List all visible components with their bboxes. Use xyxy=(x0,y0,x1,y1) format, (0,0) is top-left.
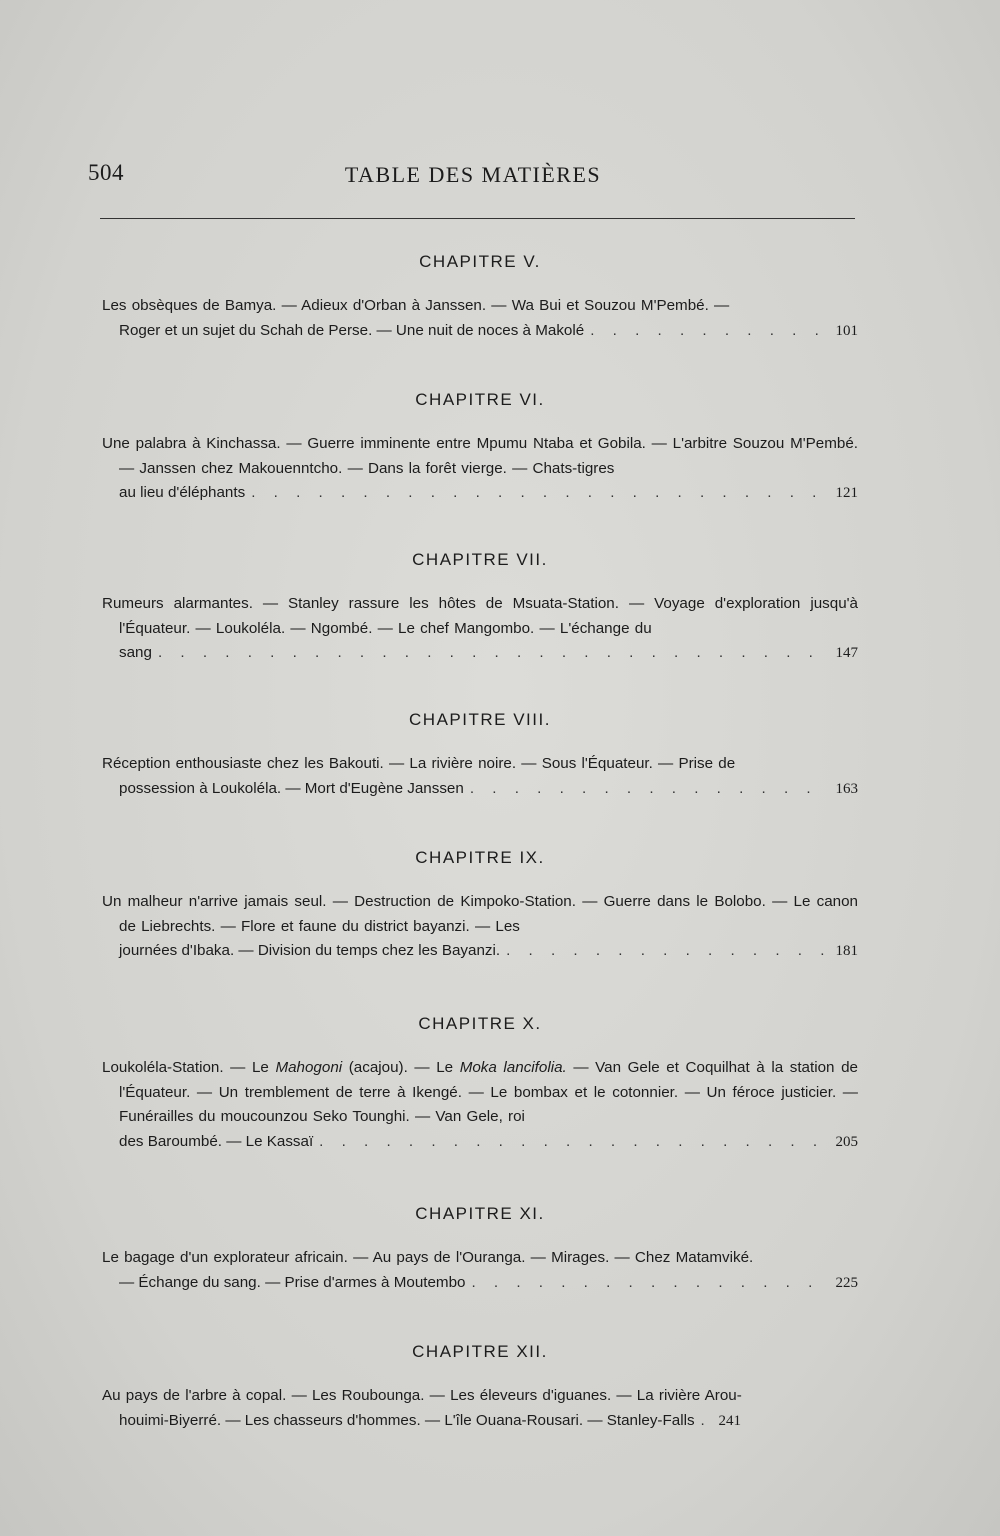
chapter-last-line-text: — Échange du sang. — Prise d'armes à Moutembo xyxy=(119,1273,466,1291)
chapter-title: CHAPITRE VII. xyxy=(412,550,548,569)
chapter-entry-viii xyxy=(102,710,858,801)
chapter-summary: Au pays de l'arbre à copal. — Les Roubounga. — Les éleveurs d'iguanes. — La rivière Arou- xyxy=(102,1387,742,1404)
running-title: TABLE DES MATIÈRES xyxy=(344,162,602,187)
dot-leader xyxy=(590,319,829,344)
chapter-title: CHAPITRE VIII. xyxy=(409,710,551,729)
chapter-title: CHAPITRE XI. xyxy=(415,1204,545,1223)
dot-leader xyxy=(701,1409,713,1434)
page-header xyxy=(88,160,858,196)
chapter-last-line-text: houimi-Biyerré. — Les chasseurs d'hommes. — L'île Ouana-Rousari. — Stanley-Falls xyxy=(119,1411,695,1429)
page-number: 504 xyxy=(88,160,124,185)
chapter-summary: Rumeurs alarmantes. — Stanley rassure les hôtes de Msuata-Station. — Voyage d'exploration jusqu'à l'Équateur. — Loukoléla. — Ngombé. — Le chef Mangombo. — L'échange du xyxy=(102,595,858,637)
summary-text: Loukoléla-Station. — Le xyxy=(102,1059,276,1076)
dot-leader xyxy=(506,939,829,964)
chapter-entry-ix xyxy=(102,848,858,964)
chapter-last-line xyxy=(102,481,858,506)
page-reference: 147 xyxy=(835,645,858,661)
chapter-summary: Le bagage d'un explorateur africain. — Au pays de l'Ouranga. — Mirages. — Chez Matamviké. xyxy=(102,1249,754,1266)
chapter-summary: Une palabra à Kinchassa. — Guerre imminente entre Mpumu Ntaba et Gobila. — L'arbitre Souzou M'Pembé. — Janssen chez Makouenntcho. — Dans la forêt vierge. — Chats-tigres xyxy=(102,435,858,477)
dot-leader xyxy=(471,1271,829,1296)
chapter-last-line xyxy=(102,777,858,802)
chapter-title: CHAPITRE X. xyxy=(418,1014,542,1033)
chapter-last-line-text: possession à Loukoléla. — Mort d'Eugène Janssen xyxy=(119,779,464,797)
dot-leader xyxy=(251,481,829,506)
page-reference: 181 xyxy=(835,943,858,959)
chapter-last-line-text: des Baroumbé. — Le Kassaï xyxy=(119,1132,314,1150)
chapter-last-line-text: journées d'Ibaka. — Division du temps chez les Bayanzi. xyxy=(119,942,501,959)
summary-italic-term: Moka lancifolia. xyxy=(459,1059,567,1076)
chapter-last-line xyxy=(102,641,858,666)
dot-leader xyxy=(158,641,830,666)
chapter-entry-vii xyxy=(102,550,858,666)
chapter-summary: Les obsèques de Bamya. — Adieux d'Orban à Janssen. — Wa Bui et Souzou M'Pembé. — xyxy=(102,297,730,314)
page-reference: 205 xyxy=(835,1133,858,1150)
chapter-last-line-text: au lieu d'éléphants xyxy=(119,484,246,501)
chapter-title: CHAPITRE V. xyxy=(419,252,541,271)
chapter-summary: Un malheur n'arrive jamais seul. — Destruction de Kimpoko-Station. — Guerre dans le Bolobo. — Le canon de Liebrechts. — Flore et faune du district bayanzi. — Les xyxy=(102,893,858,935)
chapter-summary xyxy=(102,1056,858,1130)
header-rule xyxy=(100,218,855,219)
page-reference: 225 xyxy=(835,1274,858,1291)
chapter-last-line xyxy=(102,939,858,964)
summary-text: — Van Gele et Coquilhat à la station de l'Équateur. — Un tremblement de terre à Ikengé. — Le bombax et le cotonnier. — Un féroce justicier. — Funérailles du moucounzou Seko Tounghi. — Van Gele, roi xyxy=(119,1059,858,1125)
chapter-entry-vi xyxy=(102,390,858,506)
chapter-entry-xii xyxy=(102,1342,858,1433)
dot-leader xyxy=(470,777,830,802)
page-reference: 121 xyxy=(835,485,858,501)
chapter-title: CHAPITRE XII. xyxy=(412,1342,548,1361)
chapter-last-line-text: Roger et un sujet du Schah de Perse. — Une nuit de noces à Makolé xyxy=(119,321,585,339)
chapter-last-line xyxy=(102,319,858,344)
chapter-last-line xyxy=(102,1130,858,1155)
page-reference: 163 xyxy=(835,780,858,797)
chapter-title: CHAPITRE IX. xyxy=(415,848,545,867)
chapter-last-line xyxy=(102,1409,858,1434)
dot-leader xyxy=(319,1130,829,1155)
summary-italic-term: Mahogoni xyxy=(275,1059,343,1076)
chapter-last-line xyxy=(102,1271,858,1296)
chapter-last-line-text: sang xyxy=(119,644,152,661)
chapter-entry-xi xyxy=(102,1204,858,1295)
chapter-summary: Réception enthousiaste chez les Bakouti. — La rivière noire. — Sous l'Équateur. — Prise de xyxy=(102,755,736,772)
page-reference: 241 xyxy=(718,1412,742,1429)
page-reference: 101 xyxy=(835,322,858,339)
chapter-title: CHAPITRE VI. xyxy=(415,390,545,409)
chapter-entry-v xyxy=(102,252,858,343)
chapter-entry-x xyxy=(102,1014,858,1154)
summary-text: (acajou). — Le xyxy=(342,1059,460,1076)
